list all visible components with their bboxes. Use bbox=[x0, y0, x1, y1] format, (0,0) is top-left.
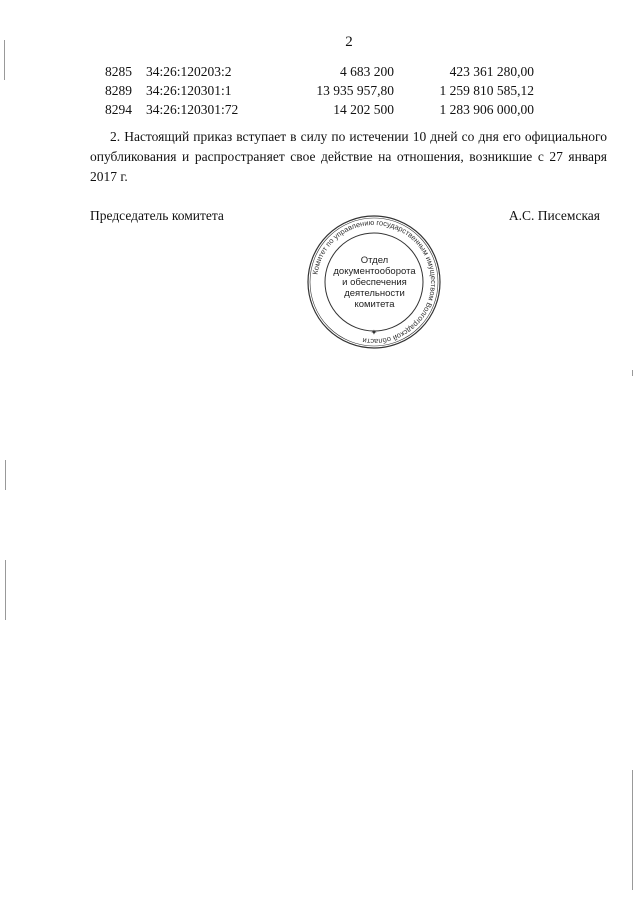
table-row bbox=[0, 64, 640, 83]
parcel-area: 14 202 500 bbox=[333, 102, 394, 117]
parcel-area: 4 683 200 bbox=[340, 64, 394, 79]
scan-speck bbox=[632, 370, 633, 376]
cadastral-number: 34:26:120301:72 bbox=[146, 102, 239, 117]
cadastral-number: 34:26:120301:1 bbox=[146, 83, 232, 98]
stamp-line: комитета bbox=[354, 299, 395, 310]
stamp-line: и обеспечения bbox=[342, 277, 407, 288]
page-number: 2 bbox=[345, 34, 353, 50]
parcel-area: 13 935 957,80 bbox=[316, 83, 394, 98]
cadastral-value: 1 283 906 000,00 bbox=[439, 102, 534, 117]
star-icon: ✦ bbox=[370, 328, 378, 337]
signatory-name: А.С. Писемская bbox=[508, 208, 600, 223]
stamp-ring-text: Комитет по управлению государственным имуществом Волгоградской области bbox=[310, 217, 439, 347]
cadastral-value: 423 361 280,00 bbox=[449, 64, 534, 79]
scan-speck bbox=[5, 560, 6, 620]
stamp-line: Отдел bbox=[360, 255, 389, 266]
scan-speck bbox=[5, 460, 6, 490]
cadastral-value: 1 259 810 585,12 bbox=[439, 83, 534, 98]
order-paragraph: 2. Настоящий приказ вступает в силу по истечении 10 дней со дня его официального опубликования и распространяет свое действие на отношения, возникшие с 27 января 2017 г. bbox=[90, 129, 607, 184]
stamp-line: деятельности bbox=[344, 288, 405, 299]
cadastral-number: 34:26:120203:2 bbox=[146, 64, 232, 79]
parcel-number: 8294 bbox=[105, 102, 132, 117]
parcel-number: 8289 bbox=[105, 83, 132, 98]
scan-speck bbox=[4, 40, 5, 80]
stamp-inner-text bbox=[327, 255, 422, 310]
table-row bbox=[0, 83, 640, 102]
signatory-title: Председатель комитета bbox=[90, 208, 224, 223]
parcel-number: 8285 bbox=[105, 64, 132, 79]
parcel-table bbox=[0, 64, 640, 121]
table-row bbox=[0, 102, 640, 121]
scan-speck bbox=[632, 770, 633, 890]
stamp-line: документооборота bbox=[333, 266, 416, 277]
